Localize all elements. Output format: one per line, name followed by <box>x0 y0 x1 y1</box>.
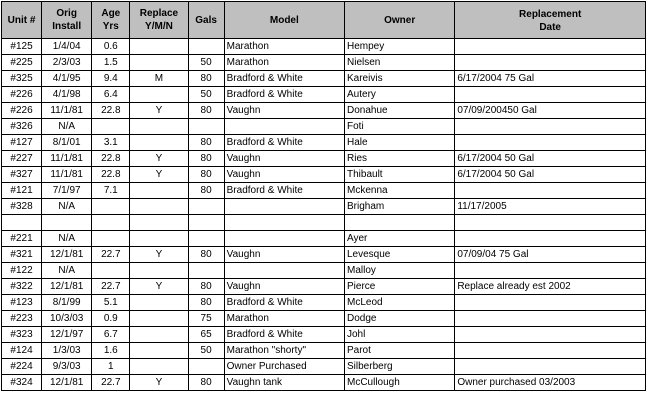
cell-age: 1 <box>92 359 130 375</box>
cell-install: 7/1/97 <box>42 183 92 199</box>
cell-unit: #322 <box>2 279 42 295</box>
cell-replace <box>130 359 188 375</box>
cell-model: Bradford & White <box>224 135 344 151</box>
cell-age: 6.7 <box>92 327 130 343</box>
cell-owner: Silberberg <box>345 359 455 375</box>
cell-age: 22.7 <box>92 375 130 391</box>
col-header-replacement-date <box>455 2 646 39</box>
cell-gals: 80 <box>188 183 224 199</box>
cell-repl-date <box>455 87 646 103</box>
cell-replace: Y <box>130 247 188 263</box>
cell-install: 8/1/01 <box>42 135 92 151</box>
cell-unit: #328 <box>2 199 42 215</box>
cell-install: 1/4/04 <box>42 39 92 55</box>
cell-gals <box>188 215 224 231</box>
col-header-model <box>224 2 344 39</box>
cell-owner: Pierce <box>345 279 455 295</box>
cell-repl-date <box>455 55 646 71</box>
table-row <box>2 295 646 311</box>
col-header-owner <box>345 2 455 39</box>
cell-replace <box>130 183 188 199</box>
cell-repl-date: 07/09/04 75 Gal <box>455 247 646 263</box>
cell-repl-date: Owner purchased 03/2003 <box>455 375 646 391</box>
cell-unit: #325 <box>2 71 42 87</box>
cell-gals: 65 <box>188 327 224 343</box>
cell-gals: 50 <box>188 55 224 71</box>
table-body <box>2 39 646 391</box>
cell-gals <box>188 119 224 135</box>
cell-replace <box>130 311 188 327</box>
cell-install: 1/3/03 <box>42 343 92 359</box>
col-header-model-label: Model <box>269 14 299 26</box>
cell-install: 11/1/81 <box>42 151 92 167</box>
col-header-age <box>92 2 130 39</box>
cell-repl-date <box>455 119 646 135</box>
cell-owner: McCullough <box>345 375 455 391</box>
header-row <box>2 2 646 39</box>
cell-replace <box>130 199 188 215</box>
col-header-gals <box>188 2 224 39</box>
cell-owner: Mckenna <box>345 183 455 199</box>
cell-unit: #125 <box>2 39 42 55</box>
col-header-replacement-date-line1: Replacement <box>519 9 582 20</box>
cell-owner: Dodge <box>345 311 455 327</box>
cell-model <box>224 199 344 215</box>
table-row <box>2 151 646 167</box>
cell-model: Vaughn <box>224 151 344 167</box>
cell-replace <box>130 263 188 279</box>
cell-model <box>224 263 344 279</box>
cell-unit: #227 <box>2 151 42 167</box>
cell-owner: Levesque <box>345 247 455 263</box>
cell-model: Vaughn tank <box>224 375 344 391</box>
cell-install: 2/3/03 <box>42 55 92 71</box>
cell-gals <box>188 359 224 375</box>
cell-model: Marathon <box>224 55 344 71</box>
cell-gals: 50 <box>188 343 224 359</box>
cell-model: Marathon "shorty" <box>224 343 344 359</box>
col-header-replace-line2: Y/M/N <box>145 21 173 32</box>
cell-install: 8/1/99 <box>42 295 92 311</box>
cell-install: 4/1/98 <box>42 87 92 103</box>
cell-gals: 80 <box>188 247 224 263</box>
cell-model: Bradford & White <box>224 71 344 87</box>
cell-repl-date <box>455 231 646 247</box>
cell-model: Bradford & White <box>224 183 344 199</box>
cell-gals <box>188 199 224 215</box>
cell-replace <box>130 343 188 359</box>
cell-owner: Brigham <box>345 199 455 215</box>
cell-replace: Y <box>130 151 188 167</box>
cell-age: 9.4 <box>92 71 130 87</box>
cell-age <box>92 231 130 247</box>
cell-replace: Y <box>130 103 188 119</box>
cell-repl-date <box>455 327 646 343</box>
cell-owner: Nielsen <box>345 55 455 71</box>
cell-replace <box>130 119 188 135</box>
cell-unit: #121 <box>2 183 42 199</box>
cell-repl-date: 11/17/2005 <box>455 199 646 215</box>
col-header-orig-install <box>42 2 92 39</box>
cell-install: 9/3/03 <box>42 359 92 375</box>
cell-gals: 80 <box>188 295 224 311</box>
cell-owner: Johl <box>345 327 455 343</box>
cell-install: N/A <box>42 263 92 279</box>
cell-install: 12/1/81 <box>42 375 92 391</box>
cell-owner: Ayer <box>345 231 455 247</box>
cell-unit: #127 <box>2 135 42 151</box>
cell-age <box>92 263 130 279</box>
cell-model: Vaughn <box>224 247 344 263</box>
table-row <box>2 311 646 327</box>
table-row-blank <box>2 215 646 231</box>
col-header-orig-install-line1: Orig <box>56 8 77 19</box>
cell-age: 6.4 <box>92 87 130 103</box>
cell-unit: #123 <box>2 295 42 311</box>
cell-unit: #225 <box>2 55 42 71</box>
cell-model <box>224 215 344 231</box>
cell-gals <box>188 263 224 279</box>
cell-unit: #321 <box>2 247 42 263</box>
cell-owner: Parot <box>345 343 455 359</box>
cell-age: 5.1 <box>92 295 130 311</box>
cell-model: Vaughn <box>224 103 344 119</box>
cell-unit: #327 <box>2 167 42 183</box>
cell-model <box>224 119 344 135</box>
cell-age <box>92 119 130 135</box>
cell-owner: Malloy <box>345 263 455 279</box>
cell-owner: Autery <box>345 87 455 103</box>
cell-owner: Foti <box>345 119 455 135</box>
cell-replace <box>130 55 188 71</box>
cell-gals: 80 <box>188 279 224 295</box>
cell-gals: 80 <box>188 151 224 167</box>
cell-repl-date: 6/17/2004 50 Gal <box>455 151 646 167</box>
cell-age: 22.8 <box>92 103 130 119</box>
table-row <box>2 359 646 375</box>
cell-repl-date <box>455 359 646 375</box>
cell-repl-date: Replace already est 2002 <box>455 279 646 295</box>
col-header-age-line2: Yrs <box>102 21 119 32</box>
table-row <box>2 327 646 343</box>
cell-unit: #226 <box>2 103 42 119</box>
col-header-unit-label: Unit # <box>7 14 36 26</box>
cell-owner: Ries <box>345 151 455 167</box>
cell-unit: #124 <box>2 343 42 359</box>
table-row <box>2 87 646 103</box>
col-header-owner-label: Owner <box>384 14 416 26</box>
cell-age: 1.6 <box>92 343 130 359</box>
water-heater-table <box>1 1 646 391</box>
cell-replace <box>130 295 188 311</box>
cell-unit <box>2 215 42 231</box>
cell-model: Bradford & White <box>224 327 344 343</box>
cell-install: 11/1/81 <box>42 167 92 183</box>
table-row <box>2 55 646 71</box>
cell-replace: M <box>130 71 188 87</box>
cell-install: N/A <box>42 199 92 215</box>
cell-owner: Kareivis <box>345 71 455 87</box>
col-header-orig-install-line2: Install <box>52 21 82 32</box>
cell-owner: Thibault <box>345 167 455 183</box>
cell-replace: Y <box>130 279 188 295</box>
cell-model: Vaughn <box>224 167 344 183</box>
cell-model: Owner Purchased <box>224 359 344 375</box>
table-row <box>2 199 646 215</box>
cell-repl-date: 07/09/200450 Gal <box>455 103 646 119</box>
cell-gals <box>188 39 224 55</box>
cell-unit: #226 <box>2 87 42 103</box>
cell-repl-date <box>455 39 646 55</box>
cell-install: 12/1/81 <box>42 279 92 295</box>
cell-gals <box>188 231 224 247</box>
cell-replace: Y <box>130 375 188 391</box>
cell-unit: #324 <box>2 375 42 391</box>
cell-install: 12/1/81 <box>42 247 92 263</box>
table-row <box>2 263 646 279</box>
cell-age: 1.5 <box>92 55 130 71</box>
cell-replace <box>130 231 188 247</box>
cell-owner <box>345 215 455 231</box>
table-row <box>2 279 646 295</box>
cell-gals: 80 <box>188 167 224 183</box>
cell-repl-date <box>455 311 646 327</box>
cell-model: Marathon <box>224 39 344 55</box>
table-row <box>2 103 646 119</box>
cell-replace: Y <box>130 167 188 183</box>
table-row <box>2 343 646 359</box>
col-header-replace-line1: Replace <box>139 8 179 19</box>
cell-gals: 80 <box>188 103 224 119</box>
cell-replace <box>130 135 188 151</box>
cell-install: 11/1/81 <box>42 103 92 119</box>
cell-install: 4/1/95 <box>42 71 92 87</box>
col-header-replace <box>130 2 188 39</box>
table-row <box>2 247 646 263</box>
cell-age: 22.7 <box>92 279 130 295</box>
cell-age: 7.1 <box>92 183 130 199</box>
table-row <box>2 183 646 199</box>
cell-model: Bradford & White <box>224 87 344 103</box>
cell-gals: 80 <box>188 71 224 87</box>
col-header-age-line1: Age <box>101 8 121 19</box>
cell-install: N/A <box>42 231 92 247</box>
cell-replace <box>130 327 188 343</box>
table-row <box>2 167 646 183</box>
cell-model: Marathon <box>224 311 344 327</box>
cell-owner: Hale <box>345 135 455 151</box>
cell-gals: 80 <box>188 375 224 391</box>
cell-gals: 80 <box>188 135 224 151</box>
cell-unit: #221 <box>2 231 42 247</box>
cell-unit: #323 <box>2 327 42 343</box>
cell-repl-date <box>455 215 646 231</box>
col-header-gals-label: Gals <box>195 14 217 26</box>
table-row <box>2 231 646 247</box>
cell-replace <box>130 39 188 55</box>
table-row <box>2 375 646 391</box>
cell-model: Vaughn <box>224 279 344 295</box>
cell-gals: 50 <box>188 87 224 103</box>
cell-owner: Donahue <box>345 103 455 119</box>
col-header-unit <box>2 2 42 39</box>
cell-owner: Hempey <box>345 39 455 55</box>
cell-unit: #326 <box>2 119 42 135</box>
cell-repl-date <box>455 343 646 359</box>
cell-install: 12/1/97 <box>42 327 92 343</box>
table-header <box>2 2 646 39</box>
cell-install <box>42 215 92 231</box>
cell-model <box>224 231 344 247</box>
cell-unit: #122 <box>2 263 42 279</box>
cell-repl-date: 6/17/2004 50 Gal <box>455 167 646 183</box>
cell-install: 10/3/03 <box>42 311 92 327</box>
cell-owner: McLeod <box>345 295 455 311</box>
cell-age: 22.8 <box>92 151 130 167</box>
cell-repl-date <box>455 135 646 151</box>
col-header-replacement-date-line2: Date <box>539 22 561 33</box>
cell-age: 22.8 <box>92 167 130 183</box>
cell-age: 0.9 <box>92 311 130 327</box>
cell-repl-date: 6/17/2004 75 Gal <box>455 71 646 87</box>
table-row <box>2 39 646 55</box>
table-row <box>2 119 646 135</box>
cell-age <box>92 215 130 231</box>
cell-replace <box>130 87 188 103</box>
cell-age <box>92 199 130 215</box>
table-row <box>2 71 646 87</box>
cell-replace <box>130 215 188 231</box>
cell-model: Bradford & White <box>224 295 344 311</box>
cell-gals: 75 <box>188 311 224 327</box>
cell-install: N/A <box>42 119 92 135</box>
cell-age: 0.6 <box>92 39 130 55</box>
cell-repl-date <box>455 295 646 311</box>
cell-unit: #223 <box>2 311 42 327</box>
cell-age: 3.1 <box>92 135 130 151</box>
cell-repl-date <box>455 183 646 199</box>
cell-age: 22.7 <box>92 247 130 263</box>
cell-repl-date <box>455 263 646 279</box>
table-row <box>2 135 646 151</box>
cell-unit: #224 <box>2 359 42 375</box>
